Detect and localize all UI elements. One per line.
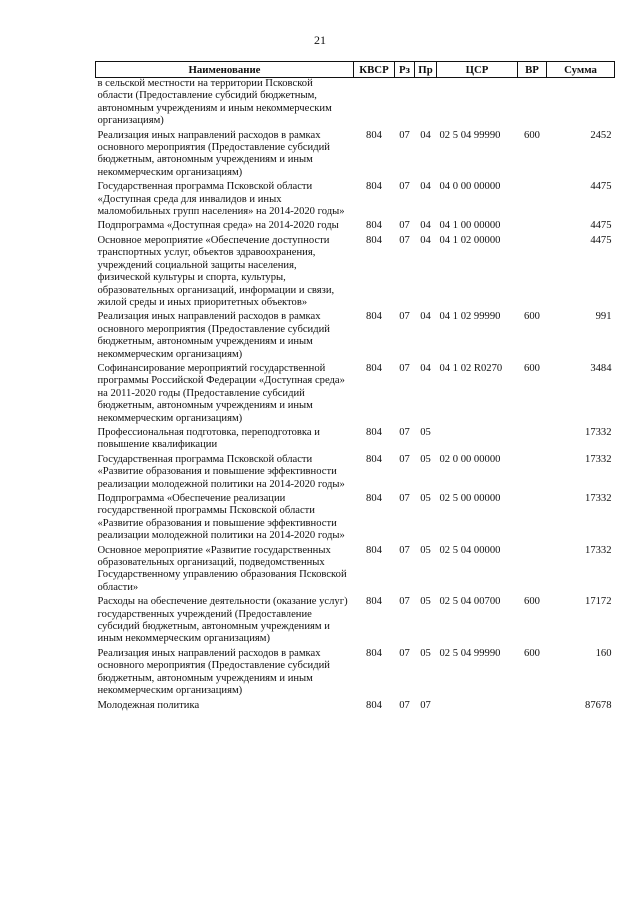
cell-pr: 05 — [420, 453, 431, 465]
cell-pr: 04 — [420, 181, 431, 193]
header-vr: ВР — [518, 62, 547, 78]
cell-kvsr: 804 — [366, 493, 382, 504]
cell-rz: 07 — [399, 493, 410, 504]
cell-csr: 02 5 04 00700 — [439, 596, 501, 608]
cell-csr: 04 0 00 00000 — [439, 181, 501, 193]
cell-kvsr: 804 — [366, 362, 382, 374]
cell-rz: 07 — [399, 647, 410, 659]
cell-csr: 02 5 04 00000 — [439, 544, 501, 556]
cell-vr — [518, 234, 547, 310]
table-row — [96, 426, 615, 453]
cell-pr: 04 — [420, 220, 431, 232]
cell-sum — [547, 78, 615, 129]
cell-csr — [437, 699, 518, 713]
cell-vr: 600 — [524, 311, 540, 323]
table-row — [96, 78, 615, 129]
cell-sum: 2452 — [590, 129, 612, 141]
cell-rz — [395, 78, 415, 129]
cell-pr — [415, 78, 437, 129]
cell-csr: 02 5 04 99990 — [439, 647, 501, 659]
cell-kvsr — [354, 78, 395, 129]
cell-csr: 02 0 00 00000 — [439, 453, 501, 465]
cell-name: Государственная программа Псковской области «Развитие образования и повышение эффективности реализации молодежной политики на 2014-2020 годы» — [97, 453, 345, 490]
cell-sum: 160 — [595, 647, 612, 659]
cell-sum: 17332 — [585, 544, 612, 556]
header-pr: Пр — [415, 62, 437, 78]
cell-rz: 07 — [399, 596, 410, 608]
cell-pr: 04 — [420, 234, 431, 246]
cell-name: Государственная программа Псковской области «Доступная среда для инвалидов и иных маломобильных групп населения» на 2014-2020 годы» — [97, 181, 345, 218]
cell-rz: 07 — [399, 453, 410, 465]
cell-name: Реализация иных направлений расходов в рамках основного мероприятия (Предоставление субсидий бюджетным, автономным учреждениям и иным некоммерческим организациям) — [97, 311, 330, 360]
cell-vr — [518, 78, 547, 129]
cell-pr: 05 — [420, 493, 431, 504]
cell-kvsr: 804 — [366, 596, 382, 608]
header-csr: ЦСР — [437, 62, 518, 78]
cell-sum: 991 — [595, 311, 612, 323]
cell-vr — [518, 453, 547, 492]
table-row — [96, 492, 615, 544]
table-row — [96, 362, 615, 426]
cell-csr — [437, 426, 518, 453]
cell-name: Реализация иных направлений расходов в рамках основного мероприятия (Предоставление субсидий бюджетным, автономным учреждениям и иным некоммерческим организациям) — [97, 129, 330, 178]
table-row — [96, 129, 615, 181]
cell-sum: 17172 — [585, 596, 612, 608]
table-row — [96, 647, 615, 699]
cell-sum: 3484 — [590, 362, 612, 374]
table-row — [96, 234, 615, 310]
cell-rz: 07 — [399, 362, 410, 374]
cell-csr: 02 5 04 99990 — [439, 129, 501, 141]
cell-rz: 07 — [399, 220, 410, 232]
cell-pr: 04 — [420, 129, 431, 141]
cell-vr: 600 — [524, 647, 540, 659]
cell-name: Основное мероприятие «Обеспечение доступности транспортных услуг, объектов здравоохранения, учреждений социальной защиты населения, физической культуры и спорта, культуры, образовательных организаций, информации и связи, жилой среды и иных приоритетных объектов» — [97, 234, 335, 308]
cell-rz: 07 — [399, 544, 410, 556]
table-row — [96, 219, 615, 233]
cell-pr: 05 — [420, 596, 431, 608]
page-number: 21 — [314, 33, 326, 47]
cell-sum: 17332 — [585, 426, 612, 438]
cell-pr: 05 — [420, 426, 431, 438]
cell-name: Расходы на обеспечение деятельности (оказание услуг) государственных учреждений (Предоставление субсидий бюджетным, автономным учреждениям и иным некоммерческим организациям) — [97, 596, 348, 645]
cell-pr: 04 — [420, 311, 431, 323]
table-body — [96, 78, 615, 713]
table-row — [96, 544, 615, 596]
header-kvsr: КВСР — [354, 62, 395, 78]
cell-csr: 04 1 00 00000 — [439, 220, 501, 232]
cell-name: Профессиональная подготовка, переподготовка и повышение квалификации — [97, 426, 320, 451]
cell-vr: 600 — [524, 362, 540, 374]
cell-pr: 07 — [420, 699, 431, 711]
cell-sum: 4475 — [590, 234, 612, 246]
cell-vr — [518, 180, 547, 219]
table-row — [96, 453, 615, 492]
header-rz: Рз — [395, 62, 415, 78]
cell-name: Подпрограмма «Доступная среда» на 2014-2020 годы — [97, 220, 339, 232]
cell-name: Софинансирование мероприятий государственной программы Российской Федерации «Доступная среда» на 2011-2020 годы (Предоставление субсидий бюджетным, автономным учреждениям и иным некоммерческим организациям) — [97, 362, 345, 424]
cell-kvsr: 804 — [366, 220, 382, 232]
cell-name: Основное мероприятие «Развитие государственных образовательных организаций, подведомственных Государственному управлению образования Псковской области» — [97, 544, 347, 593]
header-name: Наименование — [96, 62, 354, 78]
cell-kvsr: 804 — [366, 453, 382, 465]
table-row — [96, 699, 615, 713]
cell-rz: 07 — [399, 181, 410, 193]
cell-csr: 02 5 00 00000 — [439, 493, 501, 504]
cell-pr: 04 — [420, 362, 431, 374]
cell-pr: 05 — [420, 647, 431, 659]
cell-csr: 04 1 02 99990 — [439, 311, 501, 323]
cell-vr: 600 — [524, 596, 540, 608]
cell-vr — [518, 426, 547, 453]
cell-vr — [518, 544, 547, 596]
cell-name: Реализация иных направлений расходов в рамках основного мероприятия (Предоставление субсидий бюджетным, автономным учреждениям и иным некоммерческим организациям) — [97, 647, 330, 697]
cell-sum: 4475 — [590, 220, 612, 232]
cell-sum: 17332 — [585, 453, 612, 465]
cell-rz: 07 — [399, 234, 410, 246]
cell-kvsr: 804 — [366, 426, 382, 438]
cell-rz: 07 — [399, 426, 410, 438]
cell-rz: 07 — [399, 129, 410, 141]
cell-rz: 07 — [399, 311, 410, 323]
cell-pr: 05 — [420, 544, 431, 556]
cell-vr — [518, 699, 547, 713]
table-header-row — [96, 62, 615, 78]
cell-sum: 17332 — [585, 493, 612, 504]
cell-kvsr: 804 — [366, 311, 382, 323]
cell-rz: 07 — [399, 699, 410, 711]
cell-csr — [437, 78, 518, 129]
cell-vr: 600 — [524, 129, 540, 141]
cell-kvsr: 804 — [366, 181, 382, 193]
cell-name: Подпрограмма «Обеспечение реализации государственной программы Псковской области «Развитие образования и повышение эффективности реализации молодежной политики на 2014-2020 годы» — [97, 493, 345, 542]
cell-vr — [518, 219, 547, 233]
cell-name: Молодежная политика — [97, 699, 200, 711]
table-row — [96, 310, 615, 362]
header-sum: Сумма — [547, 62, 615, 78]
cell-csr: 04 1 02 R0270 — [439, 362, 503, 374]
cell-kvsr: 804 — [366, 234, 382, 246]
cell-kvsr: 804 — [366, 647, 382, 659]
cell-kvsr: 804 — [366, 544, 382, 556]
budget-table — [95, 61, 615, 713]
cell-csr: 04 1 02 00000 — [439, 234, 501, 246]
cell-name: в сельской местности на территории Псковской области (Предоставление субсидий бюджетным, автономным учреждениям и иным некоммерческим организациям) — [97, 78, 332, 127]
cell-sum: 4475 — [590, 181, 612, 193]
table-row — [96, 180, 615, 219]
table-row — [96, 595, 615, 647]
cell-kvsr: 804 — [366, 699, 382, 711]
cell-kvsr: 804 — [366, 129, 382, 141]
cell-sum: 87678 — [585, 699, 612, 711]
cell-vr — [518, 492, 547, 544]
